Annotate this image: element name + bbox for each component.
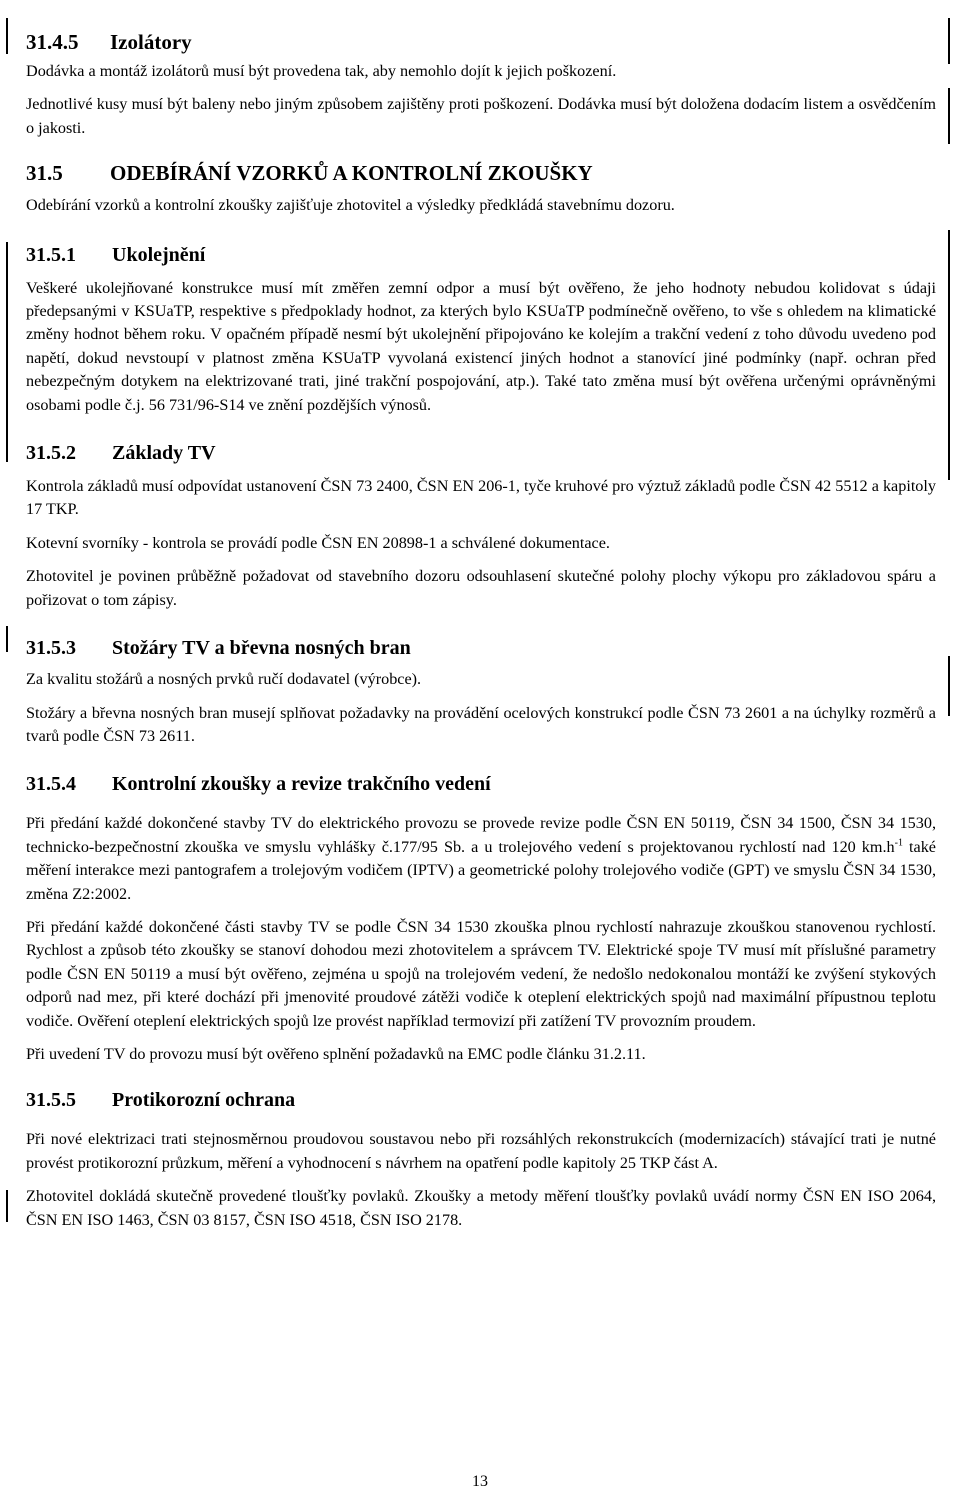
- section-heading-31-5-1: 31.5.1 Ukolejnění: [26, 243, 206, 266]
- section-heading-31-5-2: 31.5.2 Základy TV: [26, 442, 216, 465]
- paragraph: Veškeré ukolejňované konstrukce musí mít změřen zemní odpor a musí být ověřeno, že jeho hodnoty nebudou kolidovat s údaji předepsanými v KSUaTP, respektive s předpoklady hodnot, za kterých bylo KSUaTP podmínečně ověřeno, to vše s ohledem na klimatické změny hodnot během roku. V opačném případě nesmí být ukolejnění připojováno ke kolejím a trakční vedení z toho důvodu uvedeno pod napětí, dokud nevstoupí v platnost změna KSUaTP vyvolaná existencí jiných hodnot a stanovící jiné podmínky (např. ochran před nebezpečným dotykem na elektrizované trati, jiné trakční pospojování, atp.). Také tato změna musí být ověřena určenými oprávněnými osobami podle č.j. 56 731/96-S14 ve znění pozdějších výnosů.: [26, 278, 936, 414]
- paragraph: Při uvedení TV do provozu musí být ověřeno splnění požadavků na EMC podle článku 31.2.11.: [26, 1044, 646, 1063]
- document-page: [26, 28, 936, 1232]
- paragraph: Při nové elektrizaci trati stejnosměrnou proudovou soustavou nebo při rozsáhlých rekonstrukcích (modernizacích) stávající trati je nutné provést protikorozní průzkum, měření a vyhodnocení s návrhem na opatření podle kapitoly 25 TKP část A.: [26, 1130, 936, 1172]
- paragraph: Stožáry a břevna nosných bran musejí splňovat požadavky na provádění ocelových konstrukcí podle ČSN 73 2601 a na úchylky rozměrů a tvarů podle ČSN 73 2611.: [26, 703, 936, 745]
- change-bar-left-2: [6, 242, 8, 462]
- paragraph: Zhotovitel je povinen průběžně požadovat od stavebního dozoru odsouhlasení skutečné polohy plochy výkopu pro základovou spáru a pořizovat o tom zápisy.: [26, 567, 936, 609]
- paragraph: Kontrola základů musí odpovídat ustanovení ČSN 73 2400, ČSN EN 206-1, tyče kruhové pro výztuž základů podle ČSN 42 5512 a kapitoly 17 TKP.: [26, 477, 936, 519]
- section-heading-31-4-5: 31.4.5 Izolátory: [26, 30, 192, 54]
- paragraph: Zhotovitel dokládá skutečně provedené tloušťky povlaků. Zkoušky a metody měření tloušťky povlaků uvádí normy ČSN EN ISO 2064, ČSN EN ISO 1463, ČSN 03 8157, ČSN ISO 4518, ČSN ISO 2178.: [26, 1187, 936, 1229]
- section-heading-31-5-5: 31.5.5 Protikorozní ochrana: [26, 1089, 296, 1112]
- change-bar-right-1: [948, 18, 950, 64]
- section-title: Protikorozní ochrana: [112, 1089, 296, 1112]
- change-bar-right-3: [948, 230, 950, 480]
- section-title: Ukolejnění: [112, 243, 206, 266]
- change-bar-left-1: [6, 18, 8, 54]
- change-bar-right-2: [948, 88, 950, 144]
- section-title: Stožáry TV a břevna nosných bran: [112, 637, 411, 660]
- paragraph: Jednotlivé kusy musí být baleny nebo jiným způsobem zajištěny proti poškození. Dodávka musí být doložena dodacím listem a osvědčením o jakosti.: [26, 95, 936, 137]
- change-bar-left-4: [6, 1190, 8, 1222]
- page-number: 13: [472, 1473, 488, 1490]
- paragraph: Při předání každé dokončené části stavby TV se podle ČSN 34 1530 zkouška plnou rychlostí nahrazuje zkouškou stanovenou rychlostí. Rychlost a způsob této zkoušky se stanoví dohodou mezi zhotovitelem a správcem TV. Elektrické spoje TV musí mít příslušné parametry podle ČSN EN 50119 a musí být ověřeno, zejména u spojů na trolejovém vedení, že nedošlo nedokonalou montáží ke zvýšení stykových odporů nad mez, při které dochází při jmenovité proudové zátěži vodiče k oteplení elektrických spojů nad maximální přípustnou teplotu vodiče. Ověření oteplení elektrických spojů lze provést například termovizí při zatížení TV provozním proudem.: [26, 917, 936, 1030]
- paragraph: Odebírání vzorků a kontrolní zkoušky zajišťuje zhotovitel a výsledky předkládá stavebnímu dozoru.: [26, 196, 675, 215]
- paragraph: Dodávka a montáž izolátorů musí být provedena tak, aby nemohlo dojít k jejich poškození.: [26, 62, 617, 80]
- section-title: Izolátory: [110, 30, 192, 54]
- paragraph: Kotevní svorníky - kontrola se provádí podle ČSN EN 20898-1 a schválené dokumentace.: [26, 533, 610, 552]
- section-heading-31-5-4: 31.5.4 Kontrolní zkoušky a revize trakčního vedení: [26, 773, 491, 796]
- section-heading-31-5-3: 31.5.3 Stožáry TV a břevna nosných bran: [26, 637, 411, 660]
- section-title: ODEBÍRÁNÍ VZORKŮ A KONTROLNÍ ZKOUŠKY: [110, 161, 593, 186]
- change-bar-left-3: [6, 626, 8, 652]
- paragraph: Za kvalitu stožárů a nosných prvků ručí dodavatel (výrobce).: [26, 670, 422, 689]
- section-heading-31-5: 31.5 ODEBÍRÁNÍ VZORKŮ A KONTROLNÍ ZKOUŠKY: [26, 161, 593, 186]
- change-bar-right-4: [948, 656, 950, 716]
- section-title: Základy TV: [112, 442, 216, 465]
- paragraph: Při předání každé dokončené stavby TV do elektrického provozu se provede revize podle ČSN EN 50119, ČSN 34 1500, ČSN 34 1530, technicko-bezpečnostní zkouška ve smyslu vyhlášky č.177/95 Sb. a u trolejového vedení s projektovanou rychlostí nad 120 $km.h^{-1}$ také měření interakce mezi pantografem a trolejovým vodičem (IPTV) a geometrické polohy trolejového vodiče (GPT) ve smyslu ČSN 34 1530, změna Z2:2002.: [26, 814, 936, 903]
- section-title: Kontrolní zkoušky a revize trakčního vedení: [112, 773, 491, 796]
- superscript: -1: [894, 837, 903, 849]
